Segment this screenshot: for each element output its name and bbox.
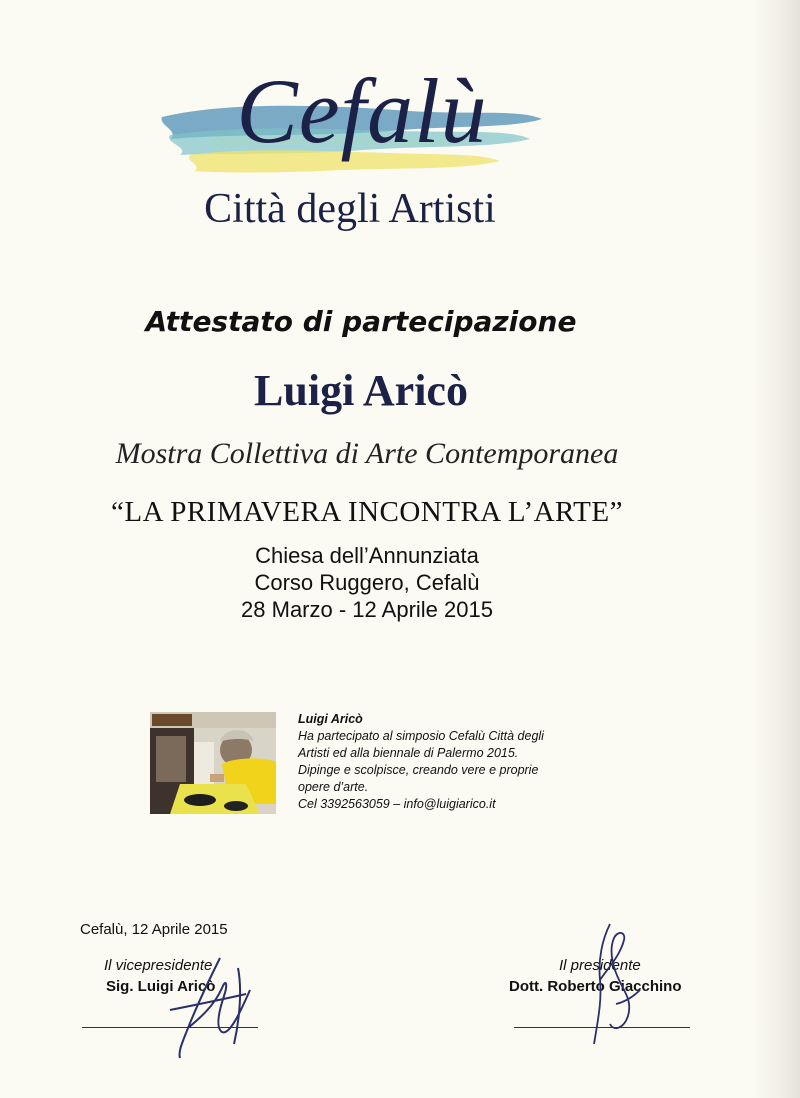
place-and-date: Cefalù, 12 Aprile 2015	[80, 921, 228, 938]
vicepresident-signature	[150, 948, 260, 1063]
scan-edge-shadow	[752, 0, 800, 1098]
president-role: Il presidente	[559, 957, 641, 974]
president-signature	[580, 920, 650, 1052]
venue-block	[0, 542, 734, 623]
vicepresident-name: Sig. Luigi Aricò	[106, 978, 216, 995]
certificate-heading: Attestato di partecipazione	[145, 305, 577, 338]
bio-line: opere d’arte.	[298, 780, 369, 794]
logo-title: Cefalù	[236, 60, 488, 162]
bio-name: Luigi Aricò	[298, 712, 363, 726]
venue-church: Chiesa dell’Annunziata	[255, 543, 479, 568]
exhibition-type: Mostra Collettiva di Arte Contemporanea	[115, 437, 619, 470]
bio-contact: Cel 3392563059 – info@luigiarico.it	[298, 797, 496, 811]
logo-subtitle: Città degli Artisti	[204, 186, 496, 232]
exhibition-dates: 28 Marzo - 12 Aprile 2015	[241, 597, 493, 622]
exhibition-title: “LA PRIMAVERA INCONTRA L’ARTE”	[111, 496, 623, 528]
venue-address: Corso Ruggero, Cefalù	[254, 570, 480, 595]
bio-line: Artisti ed alla biennale di Palermo 2015.	[298, 746, 519, 760]
bio-line: Ha partecipato al simposio Cefalù Città degli	[298, 729, 544, 743]
artist-bio	[298, 711, 598, 813]
bio-line: Dipinge e scolpisce, creando vere e proprie	[298, 763, 539, 777]
president-name: Dott. Roberto Giacchino	[509, 978, 682, 995]
recipient-name: Luigi Aricò	[254, 366, 468, 415]
cefalu-logo	[150, 55, 550, 245]
artist-photo	[150, 712, 276, 814]
vicepresident-role: Il vicepresidente	[104, 957, 213, 974]
